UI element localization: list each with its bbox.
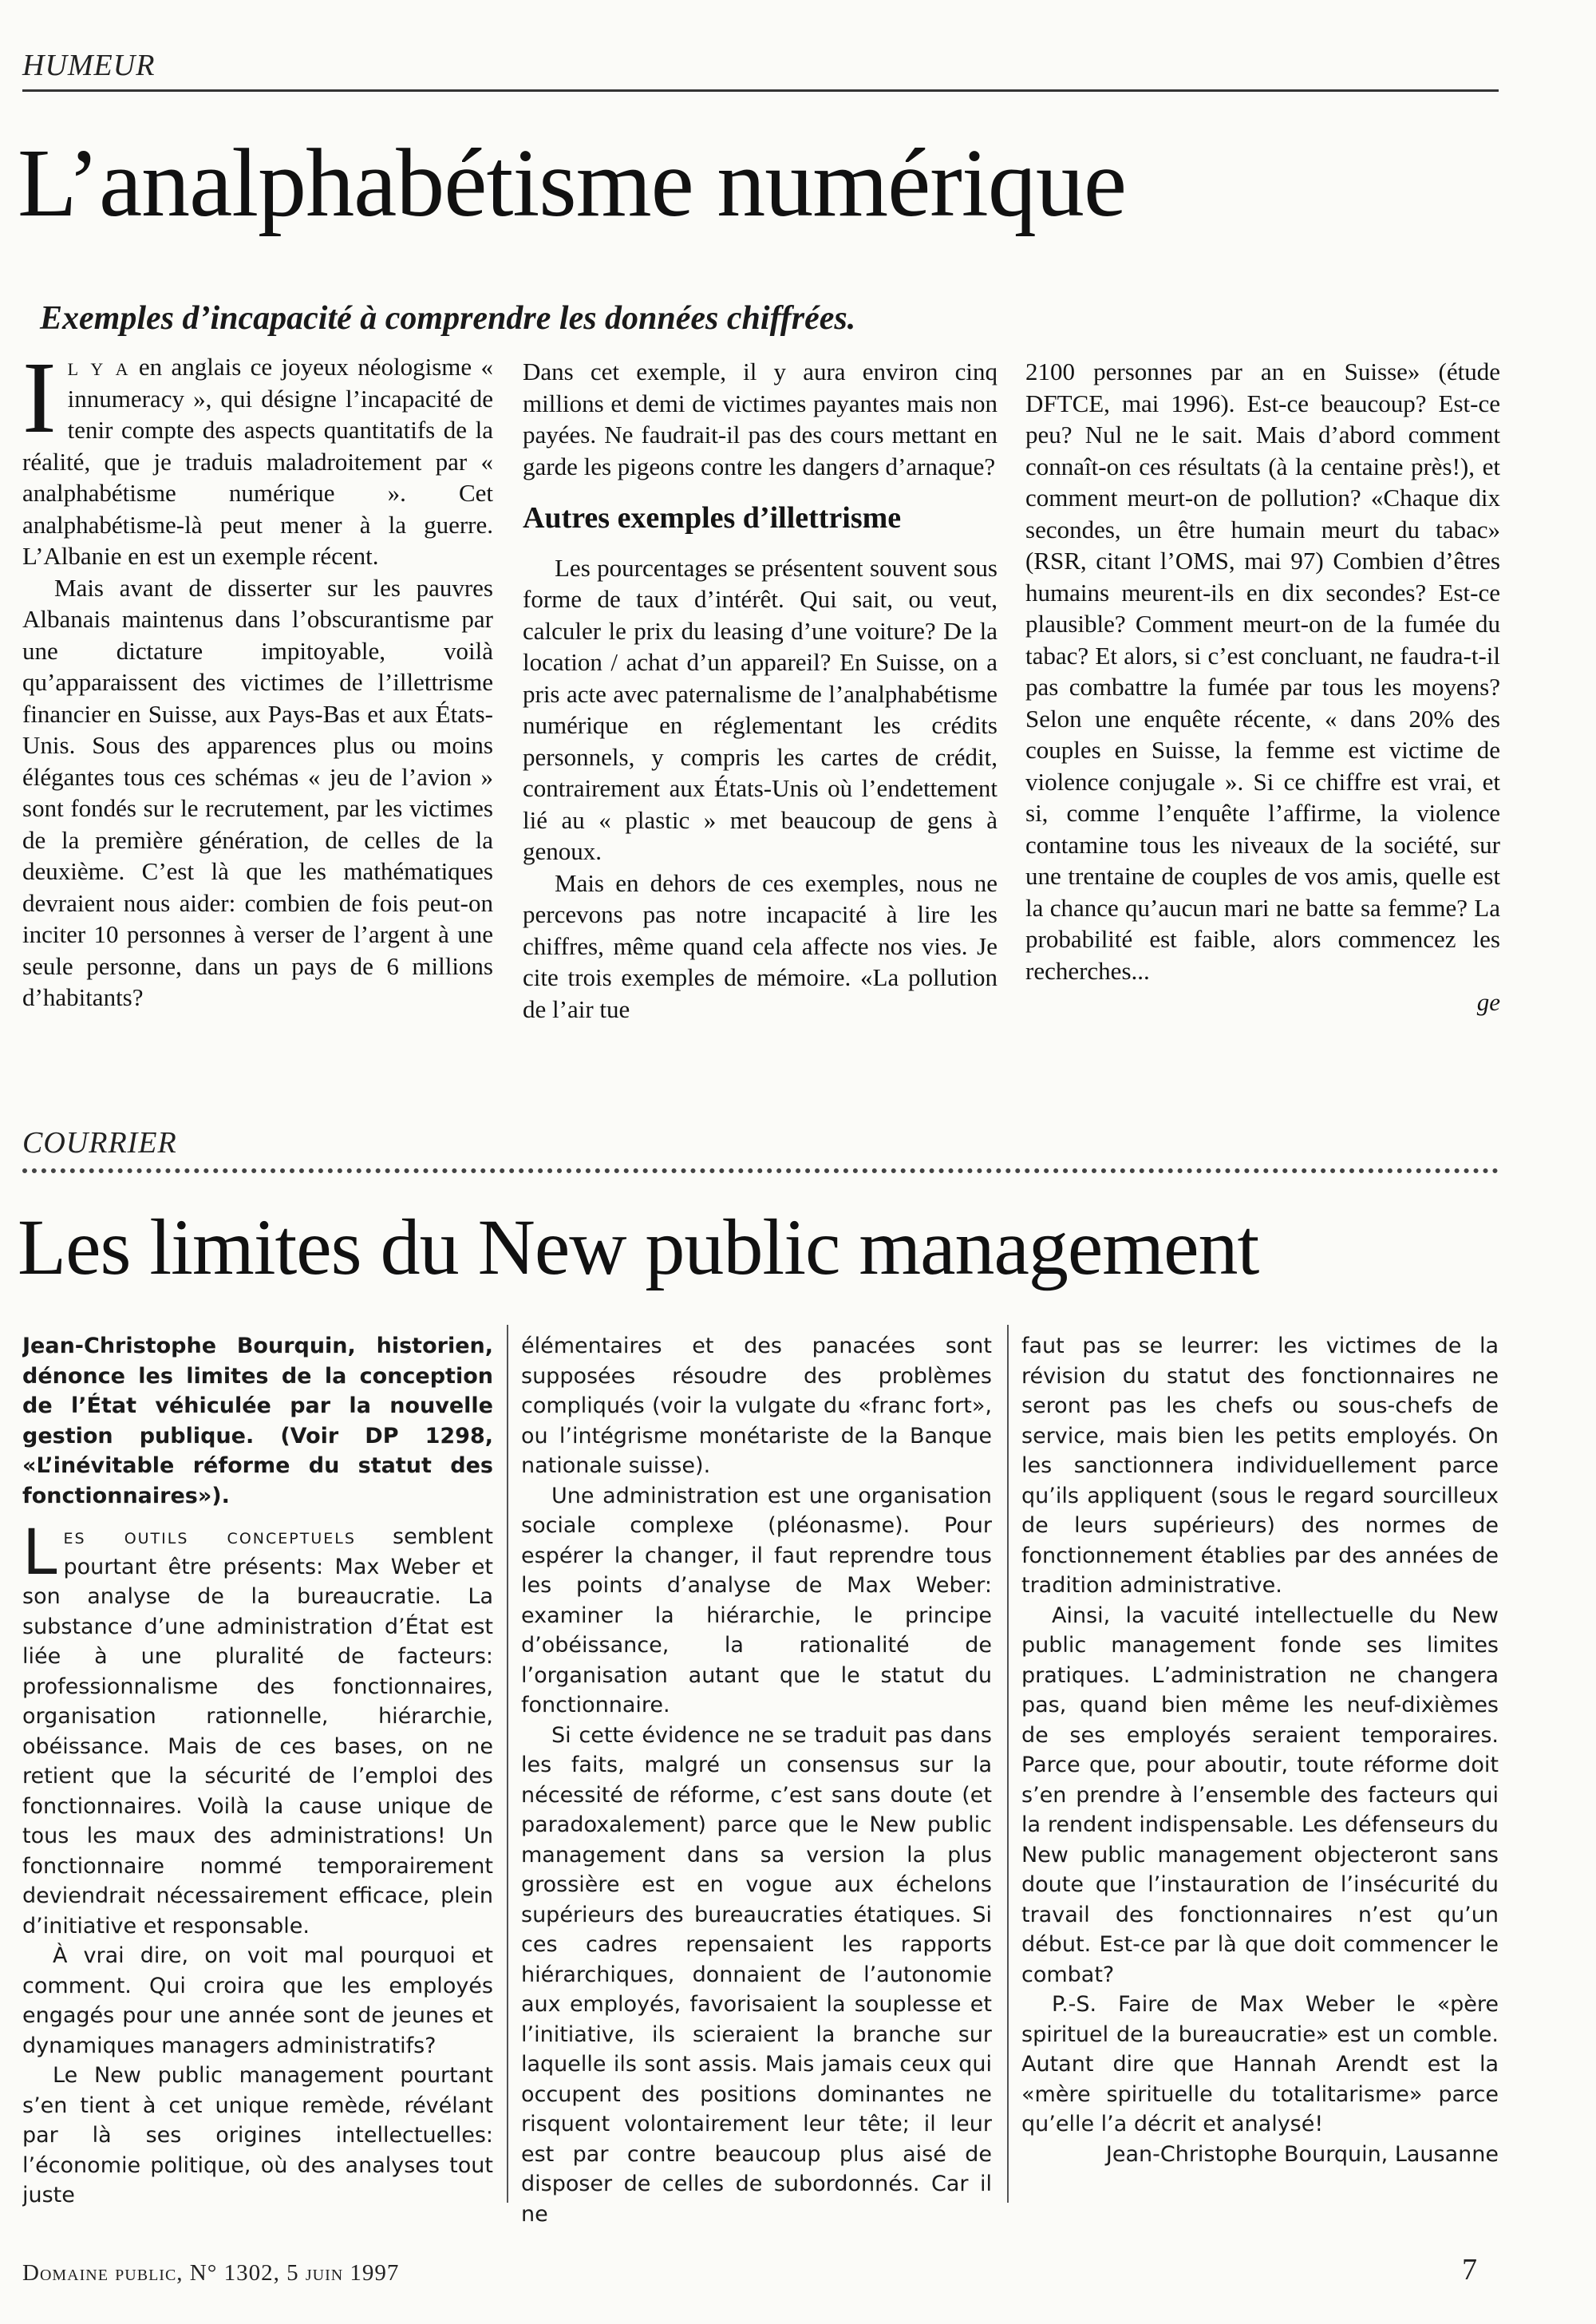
article2-paragraph: élémentaires et des panacées sont supposées résoudre des problèmes compliqués (voir la vulgate du «franc fort», ou l’intégrisme monétariste de la Banque nationale suisse).	[521, 1334, 992, 1478]
article-title-new-public-management: Les limites du New public management	[18, 1203, 1259, 1291]
section-label-courrier: COURRIER	[22, 1126, 177, 1160]
article-subtitle: Exemples d’incapacité à comprendre les données chiffrées.	[40, 300, 856, 337]
author-signature: ge	[1476, 988, 1500, 1016]
article1-paragraph: Dans cet exemple, il y aura environ cinq millions et demi de victimes payantes mais non payées. Ne faudrait-il pas des cours mettant en garde les pigeons contre les dangers d’arnaque?	[523, 358, 998, 480]
publication-footer: Domaine public, N° 1302, 5 juin 1997	[22, 2260, 400, 2286]
page-number: 7	[1462, 2253, 1477, 2286]
section-label-humeur: HUMEUR	[22, 49, 156, 82]
article2-paragraph: Si cette évidence ne se traduit pas dans les faits, malgré un consensus sur la nécessité de réforme, c’est sans doute (et paradoxalement) parce que le New public management dans sa version la plus grossière est en vogue aux échelons supérieurs des bureaucraties étatiques. Si ces cadres repensaient les rapports hiérarchiques, donnaient de l’autonomie aux employés, favorisaient la souplesse et l’initiative, ils scieraient la branche sur laquelle ils sont assis. Mais jamais ceux qui occupent des positions dominantes ne risquent volontairement leur tête; il leur est par contre beaucoup plus aisé de disposer de celles de subordonnés. Car il ne	[521, 1722, 992, 2227]
dotted-section-rule	[22, 1168, 1499, 1173]
article-title-analphabetisme: L’analphabétisme numérique	[18, 129, 1126, 237]
article2-column-2	[521, 1331, 992, 2229]
article2-paragraph: Le New public management pourtant s’en tient à cet unique remède, révélant par là ses origines intellectuelles: l’économie politique, où des analyses tout juste	[22, 2063, 493, 2207]
article2-paragraph: Ainsi, la vacuité intellectuelle du New public management fonde ses limites pratiques. L’administration ne changera pas, quand bien même les neuf-dixièmes de ses employés seraient temporaires. Parce que, pour aboutir, toute réforme doit s’en prendre à l’ensemble des facteurs qui la rendent indispensable. Les défenseurs du New public management objecteront sans doute que l’instauration de l’insécurité du travail des fonctionnaires n’est qu’un début. Est-ce par là que doit commencer le combat?	[1021, 1603, 1499, 1987]
article2-intro: Jean-Christophe Bourquin, historien, dénonce les limites de la conception de l’État véhiculée par la nouvelle gestion publique. (Voir DP 1298, «L’inévitable réforme du statut des fonctionnaires»).	[22, 1334, 493, 1508]
drop-cap: L	[22, 1517, 57, 1589]
article1-paragraph: Mais avant de disserter sur les pauvres Albanais maintenus dans l’obscurantisme par une dictature impitoyable, voilà qu’apparaissent des victimes de l’illettrisme financier en Suisse, aux Pays-Bas et aux États-Unis. Sous des apparences plus ou moins élégantes tous ces schémas « jeu de l’avion » sont fondés sur le recrutement, par les victimes de la première génération, de celles de la deuxième. C’est là que les mathématiques devraient nous aider: combien de fois peut-on inciter 10 personnes à verser de l’argent à une seule personne, dans un pays de 6 millions d’habitants?	[22, 573, 493, 1011]
column-divider	[507, 1325, 508, 2203]
article1-paragraph: Mais en dehors de ces exemples, nous ne percevons pas notre incapacité à lire les chiffres, même quand cela affecte nos vies. Je cite trois exemples de mémoire. «La pollution de l’air tue	[523, 868, 998, 1023]
article2-paragraph	[22, 1517, 493, 1941]
article2-column-1	[22, 1331, 493, 2211]
article1-column-3	[1025, 356, 1500, 1018]
lead-in-smallcaps: l y a	[67, 353, 130, 381]
article1-column-2	[523, 356, 998, 1025]
lead-in-smallcaps: es outils conceptuels	[63, 1524, 356, 1549]
column-divider	[1007, 1325, 1009, 2203]
author-signature: Jean-Christophe Bourquin, Lausanne	[1105, 2141, 1499, 2167]
paragraph-text: semblent pourtant être présents: Max Weber et son analyse de la bureaucratie. La substance d’une administration d’État est liée à une pluralité de facteurs: professionnalisme des fonctionnaires, organisation rationnelle, hiérarchie, obéissance. Mais de ces bases, on ne retient que la sécurité de l’emploi des fonctionnaires. Voilà la cause unique de tous les maux des administrations! Un fonctionnaire nommé temporairement deviendrait nécessairement efficace, plein d’initiative et responsable.	[22, 1524, 493, 1939]
paragraph-text: en anglais ce joyeux néologisme « innumeracy », qui désigne l’incapacité de tenir compte des aspects quantitatifs de la réalité, que je traduis maladroitement par « analphabétisme numérique ». Cet analphabétisme-là peut mener à la guerre. L’Albanie en est un exemple récent.	[22, 353, 493, 570]
article2-paragraph: À vrai dire, on voit mal pourquoi et comment. Qui croira que les employés engagés pour une année sont de jeunes et dynamiques managers administratifs?	[22, 1943, 493, 2058]
drop-cap: I	[22, 351, 57, 454]
article1-subheading: Autres exemples d’illettrisme	[523, 501, 902, 535]
article1-column-1	[22, 351, 493, 1014]
article2-paragraph: P.-S. Faire de Max Weber le «père spirituel de la bureaucratie» est un comble. Autant dire que Hannah Arendt est la «mère spirituelle du totalitarisme» parce qu’elle l’a décrit et analysé!	[1021, 1992, 1499, 2136]
article1-paragraph	[22, 351, 493, 572]
article1-paragraph: 2100 personnes par an en Suisse» (étude DFTCE, mai 1996). Est-ce beaucoup? Est-ce peu? Nul ne le sait. Mais d’abord comment connaît-on ces résultats (à la centaine près!), et comment meurt-on de pollution? «Chaque dix secondes, un être humain meurt du tabac» (RSR, citant l’OMS, mai 97) Combien d’êtres humains meurent-ils en dix secondes? Est-ce plausible? Comment meurt-on de la fumée du tabac? Et alors, si c’est concluant, ne faudra-t-il pas combattre la fumée par tous les moyens? Selon une enquête récente, « dans 20% des couples en Suisse, la femme est victime de violence conjugale ». Si ce chiffre est vrai, et si, comme l’enquête l’affirme, la violence contamine tous les niveaux de la société, sur une trentaine de couples de vos amis, quelle est la chance qu’aucun mari ne batte sa femme? La probabilité est faible, alors commencez les recherches...	[1025, 358, 1500, 985]
article1-paragraph: Les pourcentages se présentent souvent sous forme de taux d’intérêt. Qui sait, ou veut, calculer le prix du leasing d’une voiture? De la location / achat d’un appareil? En Suisse, on a pris acte avec paternalisme de l’analphabétisme numérique en réglementant les crédits personnels, y compris les cartes de crédit, contrairement aux États-Unis où l’endettement lié au « plastic » met beaucoup de gens à genoux.	[523, 553, 998, 865]
article2-paragraph: Une administration est une organisation sociale complexe (pléonasme). Pour espérer la changer, il faut reprendre tous les points d’analyse de Max Weber: examiner la hiérarchie, le principe d’obéissance, la rationalité de l’organisation autant que le statut du fonctionnaire.	[521, 1483, 992, 1717]
article2-paragraph: faut pas se leurrer: les victimes de la révision du statut des fonctionnaires ne seront pas les chefs ou sous-chefs de service, mais bien les petits employés. On les sanctionnera individuellement parce qu’ils appliquent (sous le regard sourcilleux de leurs supérieurs) des normes de fonctionnement établies par des années de tradition administrative.	[1021, 1334, 1499, 1598]
section-rule	[22, 89, 1499, 92]
article2-column-3	[1021, 1331, 1499, 2169]
